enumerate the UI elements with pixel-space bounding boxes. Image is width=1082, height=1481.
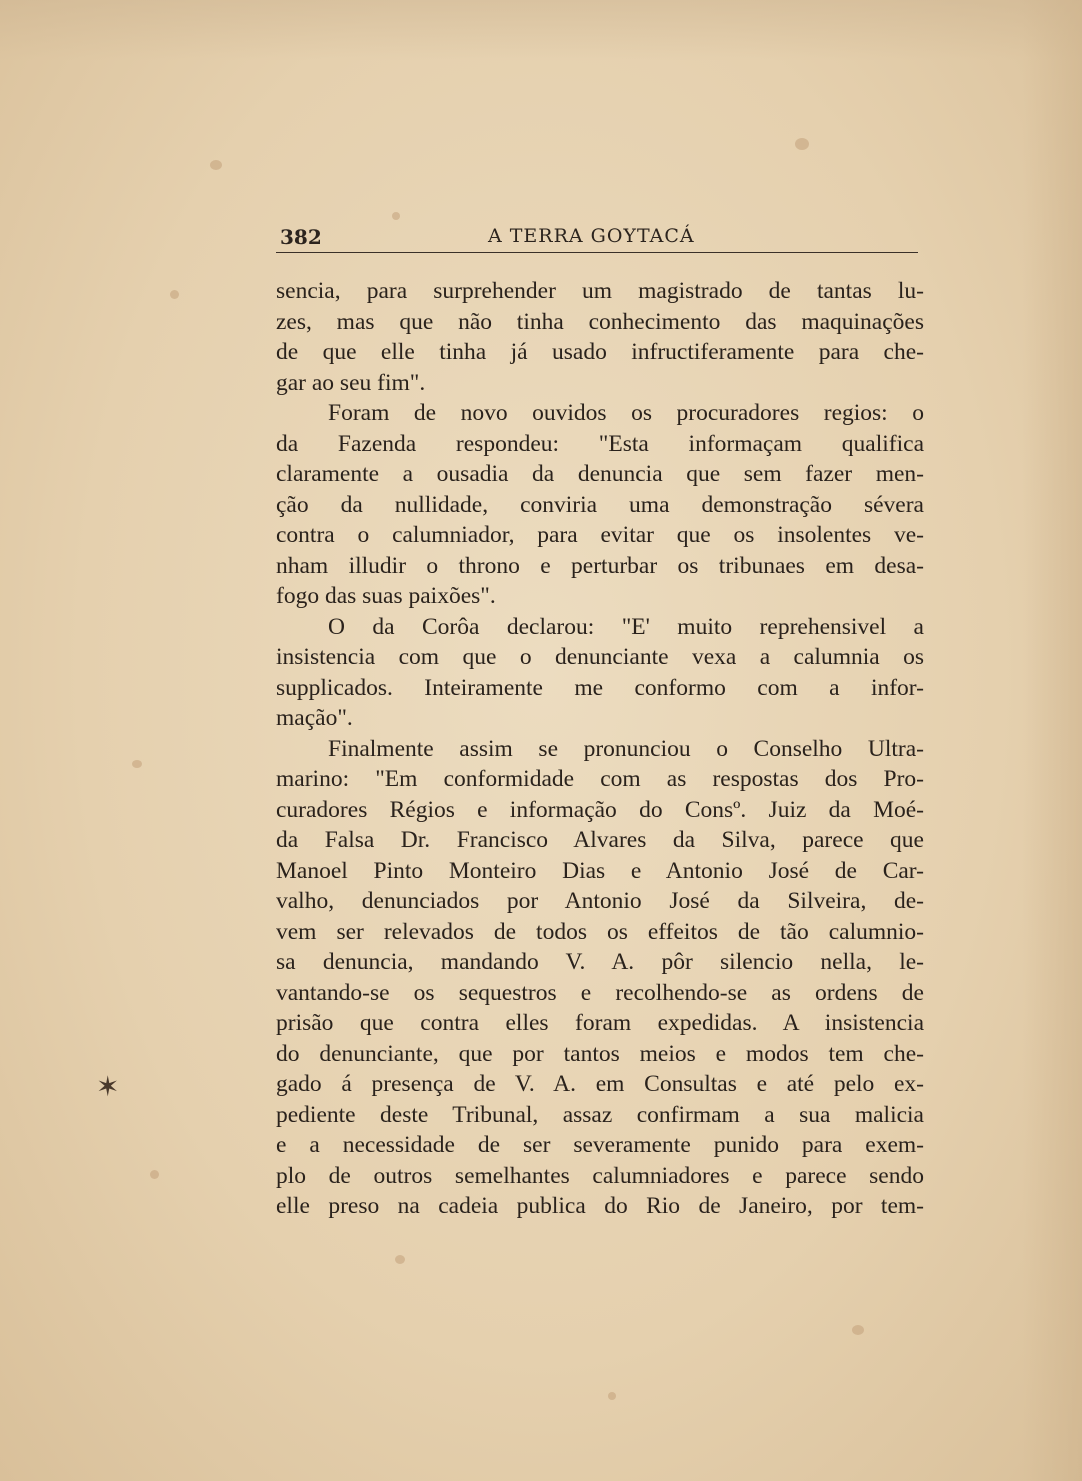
text-line: fogo das suas paixões". <box>276 583 496 609</box>
text-line: da Fazenda respondeu: "Esta informaçam qualifica <box>276 430 924 457</box>
text-line: claramente a ousadia da denuncia que sem fazer men- <box>276 461 924 487</box>
foxing-spot <box>392 212 400 220</box>
text-line: Manoel Pinto Monteiro Dias e Antonio José de Car- <box>276 857 924 884</box>
text-line: e a necessidade de ser severamente punido para exem- <box>276 1132 924 1158</box>
text-line: supplicados. Inteiramente me conformo com a infor- <box>276 674 924 701</box>
foxing-spot <box>795 138 809 150</box>
text-line: vantando-se os sequestros e recolhendo-se as ordens de <box>276 979 924 1006</box>
text-line: insistencia com que o denunciante vexa a calumnia os <box>276 644 924 670</box>
text-line: sa denuncia, mandando V. A. pôr silencio nella, le- <box>276 949 924 975</box>
text-line: curadores Régios e informação do Consº. Juiz da Moé- <box>276 796 924 823</box>
text-line: vem ser relevados de todos os effeitos de tão calumnio- <box>276 918 924 945</box>
text-line: O da Corôa declarou: "E' muito reprehensivel a <box>328 613 924 640</box>
text-line: mação". <box>276 705 353 731</box>
text-line: nham illudir o throno e perturbar os tribunaes em desa- <box>276 552 924 579</box>
page-shadow-top <box>0 0 1082 60</box>
running-header <box>276 222 918 253</box>
text-line: Finalmente assim se pronunciou o Conselho Ultra- <box>328 735 924 762</box>
text-line: do denunciante, que por tantos meios e modos tem che- <box>276 1040 924 1067</box>
text-line: Foram de novo ouvidos os procuradores regios: o <box>328 400 924 426</box>
text-line: prisão que contra elles foram expedidas. A insistencia <box>276 1010 924 1036</box>
text-line: gado á presença de V. A. em Consultas e até pelo ex- <box>276 1071 924 1097</box>
ink-blot-icon: ✶ <box>96 1070 120 1103</box>
text-line: da Falsa Dr. Francisco Alvares da Silva, parece que <box>276 827 924 853</box>
page-shadow-right <box>1022 0 1082 1481</box>
foxing-spot <box>395 1255 405 1264</box>
body-text <box>276 276 924 1222</box>
foxing-spot <box>170 290 179 299</box>
text-line: elle preso na cadeia publica do Rio de Janeiro, por tem- <box>276 1193 924 1219</box>
foxing-spot <box>608 1392 616 1400</box>
foxing-spot <box>150 1170 159 1179</box>
page-number: 382 <box>280 225 322 249</box>
text-line: sencia, para surprehender um magistrado de tantas lu- <box>276 278 924 304</box>
text-line: pediente deste Tribunal, assaz confirmam a sua malicia <box>276 1101 924 1128</box>
text-line: zes, mas que não tinha conhecimento das maquinações <box>276 308 924 335</box>
text-line: marino: "Em conformidade com as respostas dos Pro- <box>276 766 924 792</box>
text-line: gar ao seu fim". <box>276 369 426 396</box>
foxing-spot <box>852 1325 864 1335</box>
text-line: contra o calumniador, para evitar que os insolentes ve- <box>276 522 924 548</box>
foxing-spot <box>132 760 142 768</box>
text-line: ção da nullidade, conviria uma demonstração sévera <box>276 491 924 518</box>
running-title: A TERRA GOYTACÁ <box>488 225 695 247</box>
foxing-spot <box>210 160 222 170</box>
text-line: plo de outros semelhantes calumniadores e parece sendo <box>276 1162 924 1189</box>
text-line: de que elle tinha já usado infructiferamente para che- <box>276 339 924 365</box>
text-line: valho, denunciados por Antonio José da Silveira, de- <box>276 888 924 914</box>
